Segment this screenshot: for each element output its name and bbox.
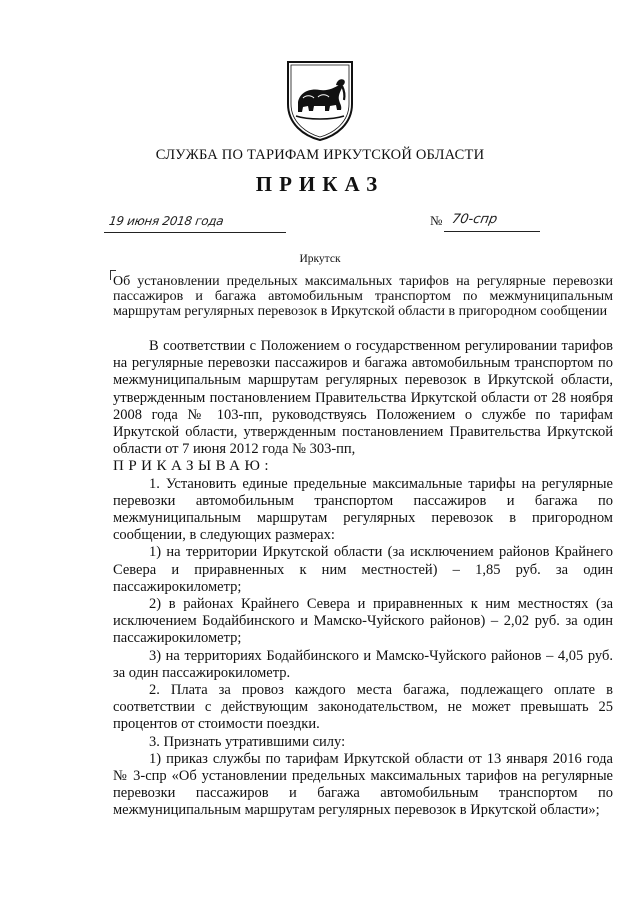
- number-underline: [444, 231, 540, 232]
- order-word: ПРИКАЗЫВАЮ:: [113, 458, 274, 475]
- handwritten-order-number: 70-спр: [450, 212, 499, 227]
- order-item-1-sub-1: 1) на территории Иркутской области (за исключением районов Крайнего Севера и приравненных к ним местностей) – 1,85 руб. за один пассажирокилометр;: [113, 544, 613, 595]
- order-item-1-sub-3: 3) на территориях Бодайбинского и Мамско-Чуйского районов – 4,05 руб. за один пассажирокилометр.: [113, 647, 613, 681]
- order-body: [113, 338, 613, 820]
- date-underline: [104, 232, 286, 233]
- irkutsk-coat-of-arms-icon: [284, 58, 356, 142]
- order-item-1: 1. Установить единые предельные максимальные тарифы на регулярные перевозки автомобильным транспортом пассажиров и багажа по межмуниципальным маршрутам регулярных перевозок в пригородном сообщении, в следующих размерах:: [113, 475, 613, 544]
- number-prefix: №: [430, 213, 443, 228]
- handwritten-date: 19 июня 2018 года: [108, 214, 225, 228]
- city-name: Иркутск: [299, 253, 341, 265]
- agency-name: СЛУЖБА ПО ТАРИФАМ ИРКУТСКОЙ ОБЛАСТИ: [155, 147, 485, 163]
- subject-bracket: [110, 270, 111, 280]
- preamble-paragraph: В соответствии с Положением о государственном регулировании тарифов на регулярные перевозки пассажиров и багажа автомобильным транспортом по межмуниципальным маршрутам регулярных перевозок в Иркутской области, утвержденным постановлением Правительства Иркутской области от 28 ноября 2008 года № 103-пп, руководствуясь Положением о службе по тарифам Иркутской области, утвержденным постановлением Правительства Иркутской области от 7 июня 2012 года № 303-пп,: [113, 338, 613, 458]
- order-item-1-sub-2: 2) в районах Крайнего Севера и приравненных к ним местностях (за исключением Бодайбинского и Мамско-Чуйского районов) – 2,02 руб. за один пассажирокилометр;: [113, 596, 613, 647]
- order-subject: Об установлении предельных максимальных тарифов на регулярные перевозки пассажиров и багажа автомобильным транспортом по межмуниципальным маршрутам регулярных перевозок в Иркутской области в пригородном сообщении: [113, 274, 613, 319]
- subject-bracket-top: [110, 270, 116, 271]
- document-type-title: ПРИКАЗ: [255, 172, 385, 196]
- order-item-3-sub-1: 1) приказ службы по тарифам Иркутской области от 13 января 2016 года № 3-спр «Об установлении предельных максимальных тарифов на регулярные перевозки пассажиров и багажа автомобильным транспортом по межмуниципальным маршрутам регулярных перевозок в Иркутской области»;: [113, 750, 613, 819]
- order-item-2: 2. Плата за провоз каждого места багажа, подлежащего оплате в соответствии с действующим законодательством, не может превышать 25 процентов от стоимости поездки.: [113, 682, 613, 733]
- order-item-3: 3. Признать утратившими силу:: [149, 733, 346, 750]
